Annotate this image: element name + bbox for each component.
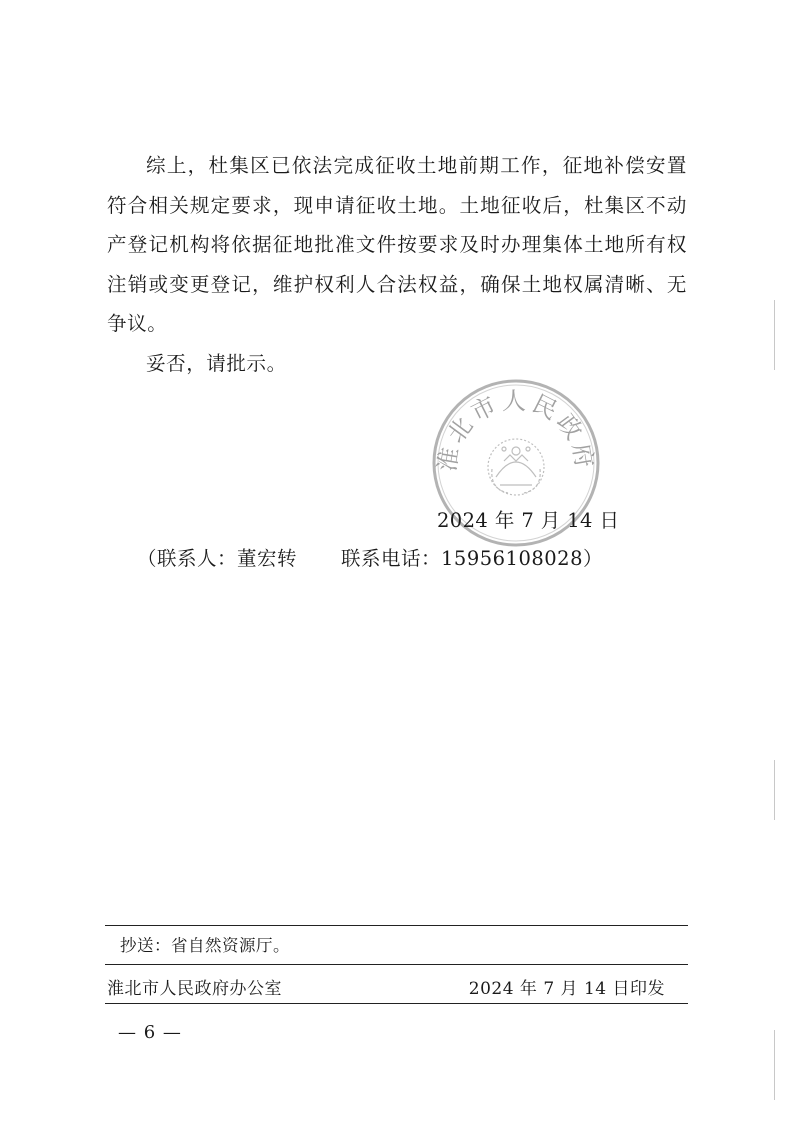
body-paragraph-conclusion: 综上，杜集区已依法完成征收土地前期工作，征地补偿安置符合相关规定要求，现申请征收土地。土地征收后，杜集区不动产登记机构将依据征地批准文件按要求及时办理集体土地所有权注销或变更登记，维护权利人合法权益，确保土地权属清晰、无争议。	[107, 154, 687, 335]
document-body	[107, 146, 687, 383]
issue-date: 2024 年 7 月 14 日印发	[468, 979, 665, 999]
contact-info	[137, 543, 603, 571]
body-paragraph-request: 妥否，请批示。	[146, 351, 287, 375]
scan-edge-mark	[774, 300, 775, 370]
contact-phone: 联系电话：15956108028）	[341, 547, 603, 570]
footer-rule-top	[105, 925, 688, 926]
footer-rule-middle	[105, 964, 688, 965]
page-number: — 6 —	[118, 1022, 182, 1043]
signature-date: 2024 年 7 月 14 日	[437, 509, 620, 532]
cc-recipients: 抄送：省自然资源厅。	[120, 936, 290, 955]
scan-edge-mark	[774, 1030, 775, 1100]
contact-person: （联系人：董宏转	[137, 547, 298, 570]
scan-edge-mark	[774, 760, 775, 820]
issuing-office: 淮北市人民政府办公室	[107, 979, 282, 999]
svg-text:淮北市人民政府: 淮北市人民政府	[432, 386, 600, 474]
national-emblem-icon	[488, 439, 544, 495]
footer-rule-bottom	[105, 1003, 688, 1004]
